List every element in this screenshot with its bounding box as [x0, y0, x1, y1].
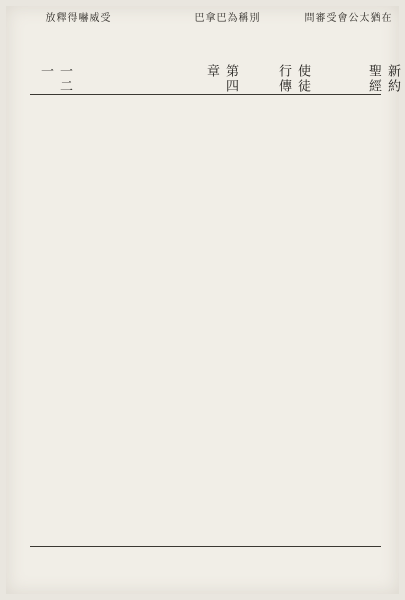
footer-rule	[30, 546, 381, 547]
text-column	[187, 102, 197, 540]
text-column	[175, 102, 185, 540]
running-header	[6, 64, 399, 94]
text-column	[69, 102, 79, 540]
text-column	[93, 102, 103, 540]
margin-note: 受威嚇得釋放	[43, 12, 109, 23]
text-column	[198, 102, 208, 540]
text-column	[104, 102, 114, 540]
text-column	[316, 102, 326, 540]
text-column	[280, 102, 290, 540]
text-column	[374, 102, 384, 540]
text-column	[351, 102, 361, 540]
header-rule	[30, 94, 381, 95]
body-text	[34, 102, 384, 540]
text-column	[116, 102, 126, 540]
text-column	[292, 102, 302, 540]
text-column	[327, 102, 337, 540]
margin-note: 在猶太公會受審問	[302, 12, 390, 23]
text-column	[81, 102, 91, 540]
margin-note: 別稱為巴拿巴	[192, 12, 258, 23]
text-column	[304, 102, 314, 540]
text-column	[222, 102, 232, 540]
text-column	[257, 102, 267, 540]
text-column	[210, 102, 220, 540]
text-column	[46, 102, 56, 540]
text-column	[151, 102, 161, 540]
text-column	[269, 102, 279, 540]
section-title: 使徒行傳	[276, 64, 310, 94]
text-column	[339, 102, 349, 540]
text-column	[128, 102, 138, 540]
text-column	[363, 102, 373, 540]
text-column	[140, 102, 150, 540]
chapter-label: 第四章	[204, 64, 238, 94]
text-column	[233, 102, 243, 540]
text-column	[245, 102, 255, 540]
book-page	[6, 6, 399, 594]
text-column	[34, 102, 44, 540]
text-column	[163, 102, 173, 540]
text-column	[57, 102, 67, 540]
book-title: 新約聖經	[366, 64, 400, 94]
page-number: 一二一	[38, 64, 72, 94]
